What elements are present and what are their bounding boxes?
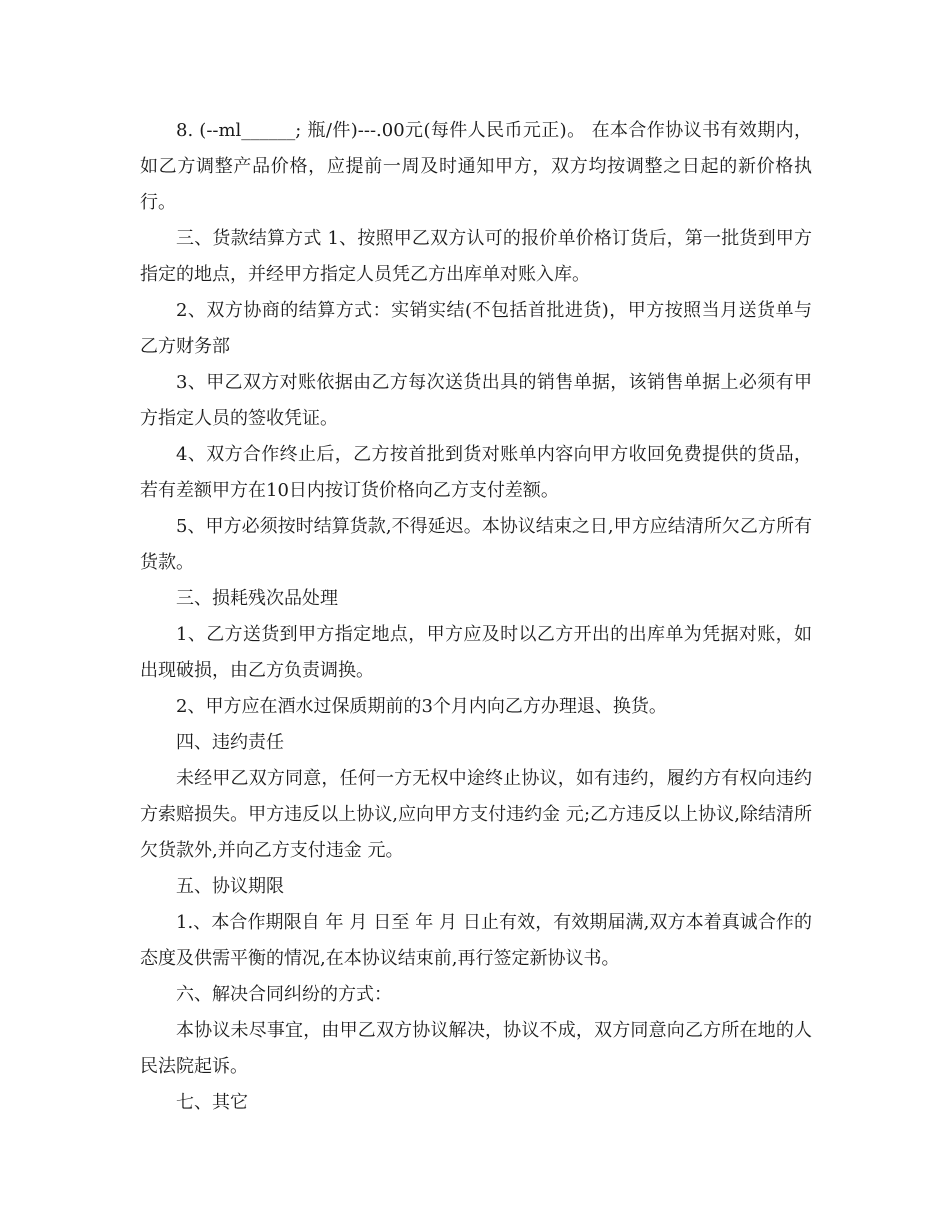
paragraph-termination-goods: 4、双方合作终止后，乙方按首批到货对账单内容向甲方收回免费提供的货品，若有差额甲方在10日内按订货价格向乙方支付差额。	[140, 444, 812, 501]
heading-dispute-resolution: 六、解决合同纠纷的方式：	[176, 984, 392, 1005]
heading-breach-liability: 四、违约责任	[176, 732, 284, 753]
paragraph-dispute-terms: 本协议未尽事宜，由甲乙双方协议解决，协议不成，双方同意向乙方所在地的人民法院起诉。	[140, 1020, 812, 1077]
paragraph-settlement-method: 2、双方协商的结算方式：实销实结(不包括首批进货)，甲方按照当月送货单与乙方财务部	[140, 300, 812, 357]
paragraph-term-period: 1.、本合作期限自 年 月 日至 年 月 日止有效，有效期届满,双方本着真诚合作的态度及供需平衡的情况,在本协议结束前,再行签定新协议书。	[140, 912, 812, 969]
paragraph-reconciliation: 3、甲乙双方对账依据由乙方每次送货出具的销售单据，该销售单据上必须有甲方指定人员的签收凭证。	[140, 372, 812, 429]
heading-agreement-term: 五、协议期限	[176, 876, 284, 897]
paragraph-payment-heading: 三、货款结算方式 1、按照甲乙双方认可的报价单价格订货后，第一批货到甲方指定的地点，并经甲方指定人员凭乙方出库单对账入库。	[140, 228, 812, 285]
document-body	[140, 113, 812, 1121]
paragraph-price-clause: 8. (--ml______; 瓶/件)---.00元(每件人民币元正)。 在本合作协议书有效期内，如乙方调整产品价格，应提前一周及时通知甲方，双方均按调整之日起的新价格执行。	[140, 120, 812, 213]
paragraph-payment-deadline: 5、甲方必须按时结算货款,不得延迟。本协议结束之日,甲方应结清所欠乙方所有货款。	[140, 516, 812, 573]
paragraph-return-exchange: 2、甲方应在酒水过保质期前的3个月内向乙方办理退、换货。	[176, 696, 667, 717]
heading-defective-goods: 三、损耗残次品处理	[176, 588, 338, 609]
paragraph-breach-terms: 未经甲乙双方同意，任何一方无权中途终止协议，如有违约，履约方有权向违约方索赔损失。甲方违反以上协议,应向甲方支付违约金 元;乙方违反以上协议,除结清所欠货款外,并向乙方支付违金 元。	[140, 768, 812, 861]
heading-other: 七、其它	[176, 1092, 248, 1113]
paragraph-damage-exchange: 1、乙方送货到甲方指定地点，甲方应及时以乙方开出的出库单为凭据对账，如出现破损，由乙方负责调换。	[140, 624, 812, 681]
